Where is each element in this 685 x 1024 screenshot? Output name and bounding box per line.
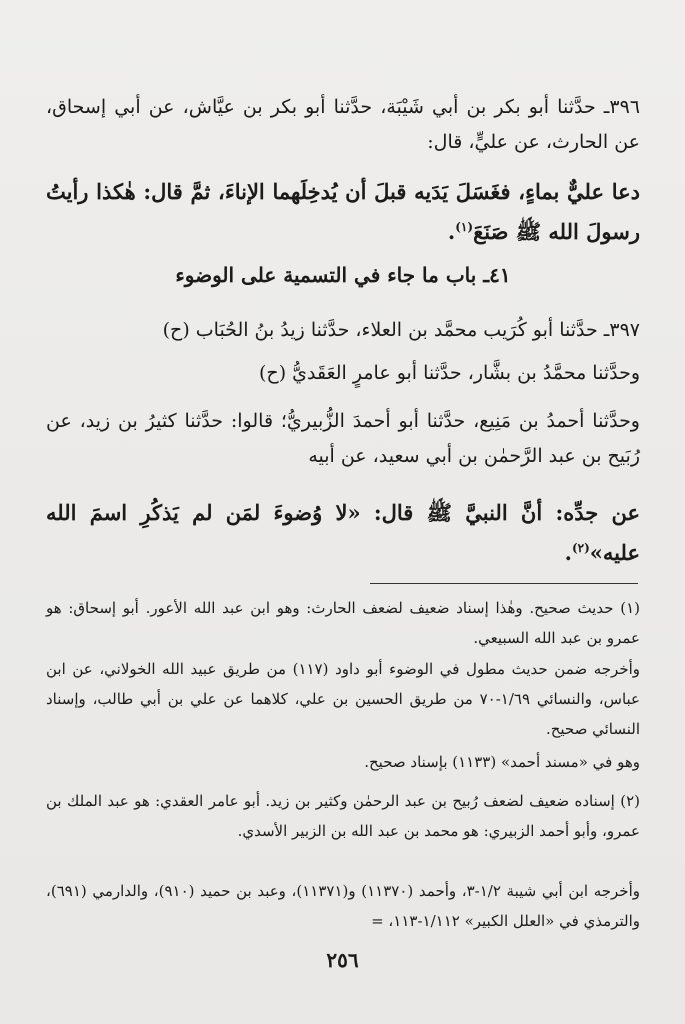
footnote-ref-2: (٢) <box>571 541 590 555</box>
hadith-397-line-3-text: وحدَّثنا أحمدُ بن مَنِيع، حدَّثنا أبو أحمدَ الزُّبيريُّ؛ قالوا: حدَّثنا كثيرُ بن زيد، عن رُبَيح بن عبد الرَّحمٰن بن أبي سعيد، عن أبيه <box>46 410 640 467</box>
chapter-heading: ٤١ـ باب ما جاء في التسمية على الوضوء <box>175 263 511 287</box>
footnote-separator <box>370 583 638 584</box>
hadith-397-line-2-text: وحدَّثنا محمَّدُ بن بشَّار، حدَّثنا أبو عامرٍ العَقَديُّ (ح) <box>259 362 640 384</box>
footnote-ref-1: (١) <box>455 220 474 234</box>
footnote-2-a-text: (٢) إسناده ضعيف لضعف رُبيح بن عبد الرحمٰن وكثير بن زيد. أبو عامر العقدي: هو عبد الملك بن عمرو، وأبو أحمد الزبيري: هو محمد بن عبد الله بن الزبير الأسدي. <box>46 792 640 840</box>
hadith-397-matn <box>46 493 640 573</box>
footnote-1-c <box>46 747 640 777</box>
hadith-397-line-1-text: ٣٩٧ـ حدَّثنا أبو كُرَيب محمَّد بن العلاء، حدَّثنا زيدُ بنُ الحُبَاب (ح) <box>162 319 640 341</box>
hadith-397-line-1 <box>46 313 640 348</box>
page-number: ٢٥٦ <box>326 948 359 972</box>
hadith-396-end: . <box>447 219 456 244</box>
footnote-2-a <box>46 786 640 846</box>
hadith-397-line-2 <box>46 356 640 391</box>
footnote-1-a <box>46 593 640 653</box>
hadith-396-matn <box>46 172 640 252</box>
footnote-1-b <box>46 654 640 744</box>
hadith-396-isnad-text: ٣٩٦ـ حدَّثنا أبو بكر بن أبي شَيْبَة، حدَّثنا أبو بكر بن عيَّاش، عن أبي إسحاق، عن الحارث، عن عليٍّ، قال: <box>46 96 640 153</box>
hadith-397-line-3 <box>46 404 640 474</box>
footnote-1-c-text: وهو في «مسند أحمد» (١١٣٣) بإسناد صحيح. <box>364 753 640 771</box>
hadith-397-end: . <box>564 540 572 565</box>
footnote-1-a-text: (١) حديث صحيح. وهٰذا إسناد ضعيف لضعف الحارث: وهو ابن عبد الله الأعور. أبو إسحاق: هو عمرو بن عبد الله السبيعي. <box>46 599 640 647</box>
hadith-397-matn-text: عن جدِّه: أنَّ النبيَّ ﷺ قال: «لا وُضوءَ لمَن لم يَذكُرِ اسمَ الله عليه» <box>46 500 640 565</box>
hadith-396-matn-text: دعا عليٌّ بماءٍ، فغَسَلَ يَدَيه قبلَ أن يُدخِلَهما الإناءَ، ثمَّ قال: هٰكذا رأيتُ رسولَ الله ﷺ صَنَعَ <box>46 179 640 244</box>
footnote-1-b-text: وأخرجه ضمن حديث مطول في الوضوء أبو داود (١١٧) من طريق عبيد الله الخولاني، عن ابن عباس، والنسائي ١/٦٩-٧٠ من طريق الحسين بن علي، كلاهما عن علي بن أبي طالب، وإسناد النسائي صحيح. <box>46 660 640 738</box>
footnote-2-b-text: وأخرجه ابن أبي شيبة ١/٢-٣، وأحمد (١١٣٧٠) و(١١٣٧١)، وعبد بن حميد (٩١٠)، والدارمي (٦٩١)، والترمذي في «العلل الكبير» ١/١١٢-١١٣، = <box>46 882 640 930</box>
footnote-2-b <box>46 876 640 936</box>
hadith-396-isnad <box>46 90 640 160</box>
